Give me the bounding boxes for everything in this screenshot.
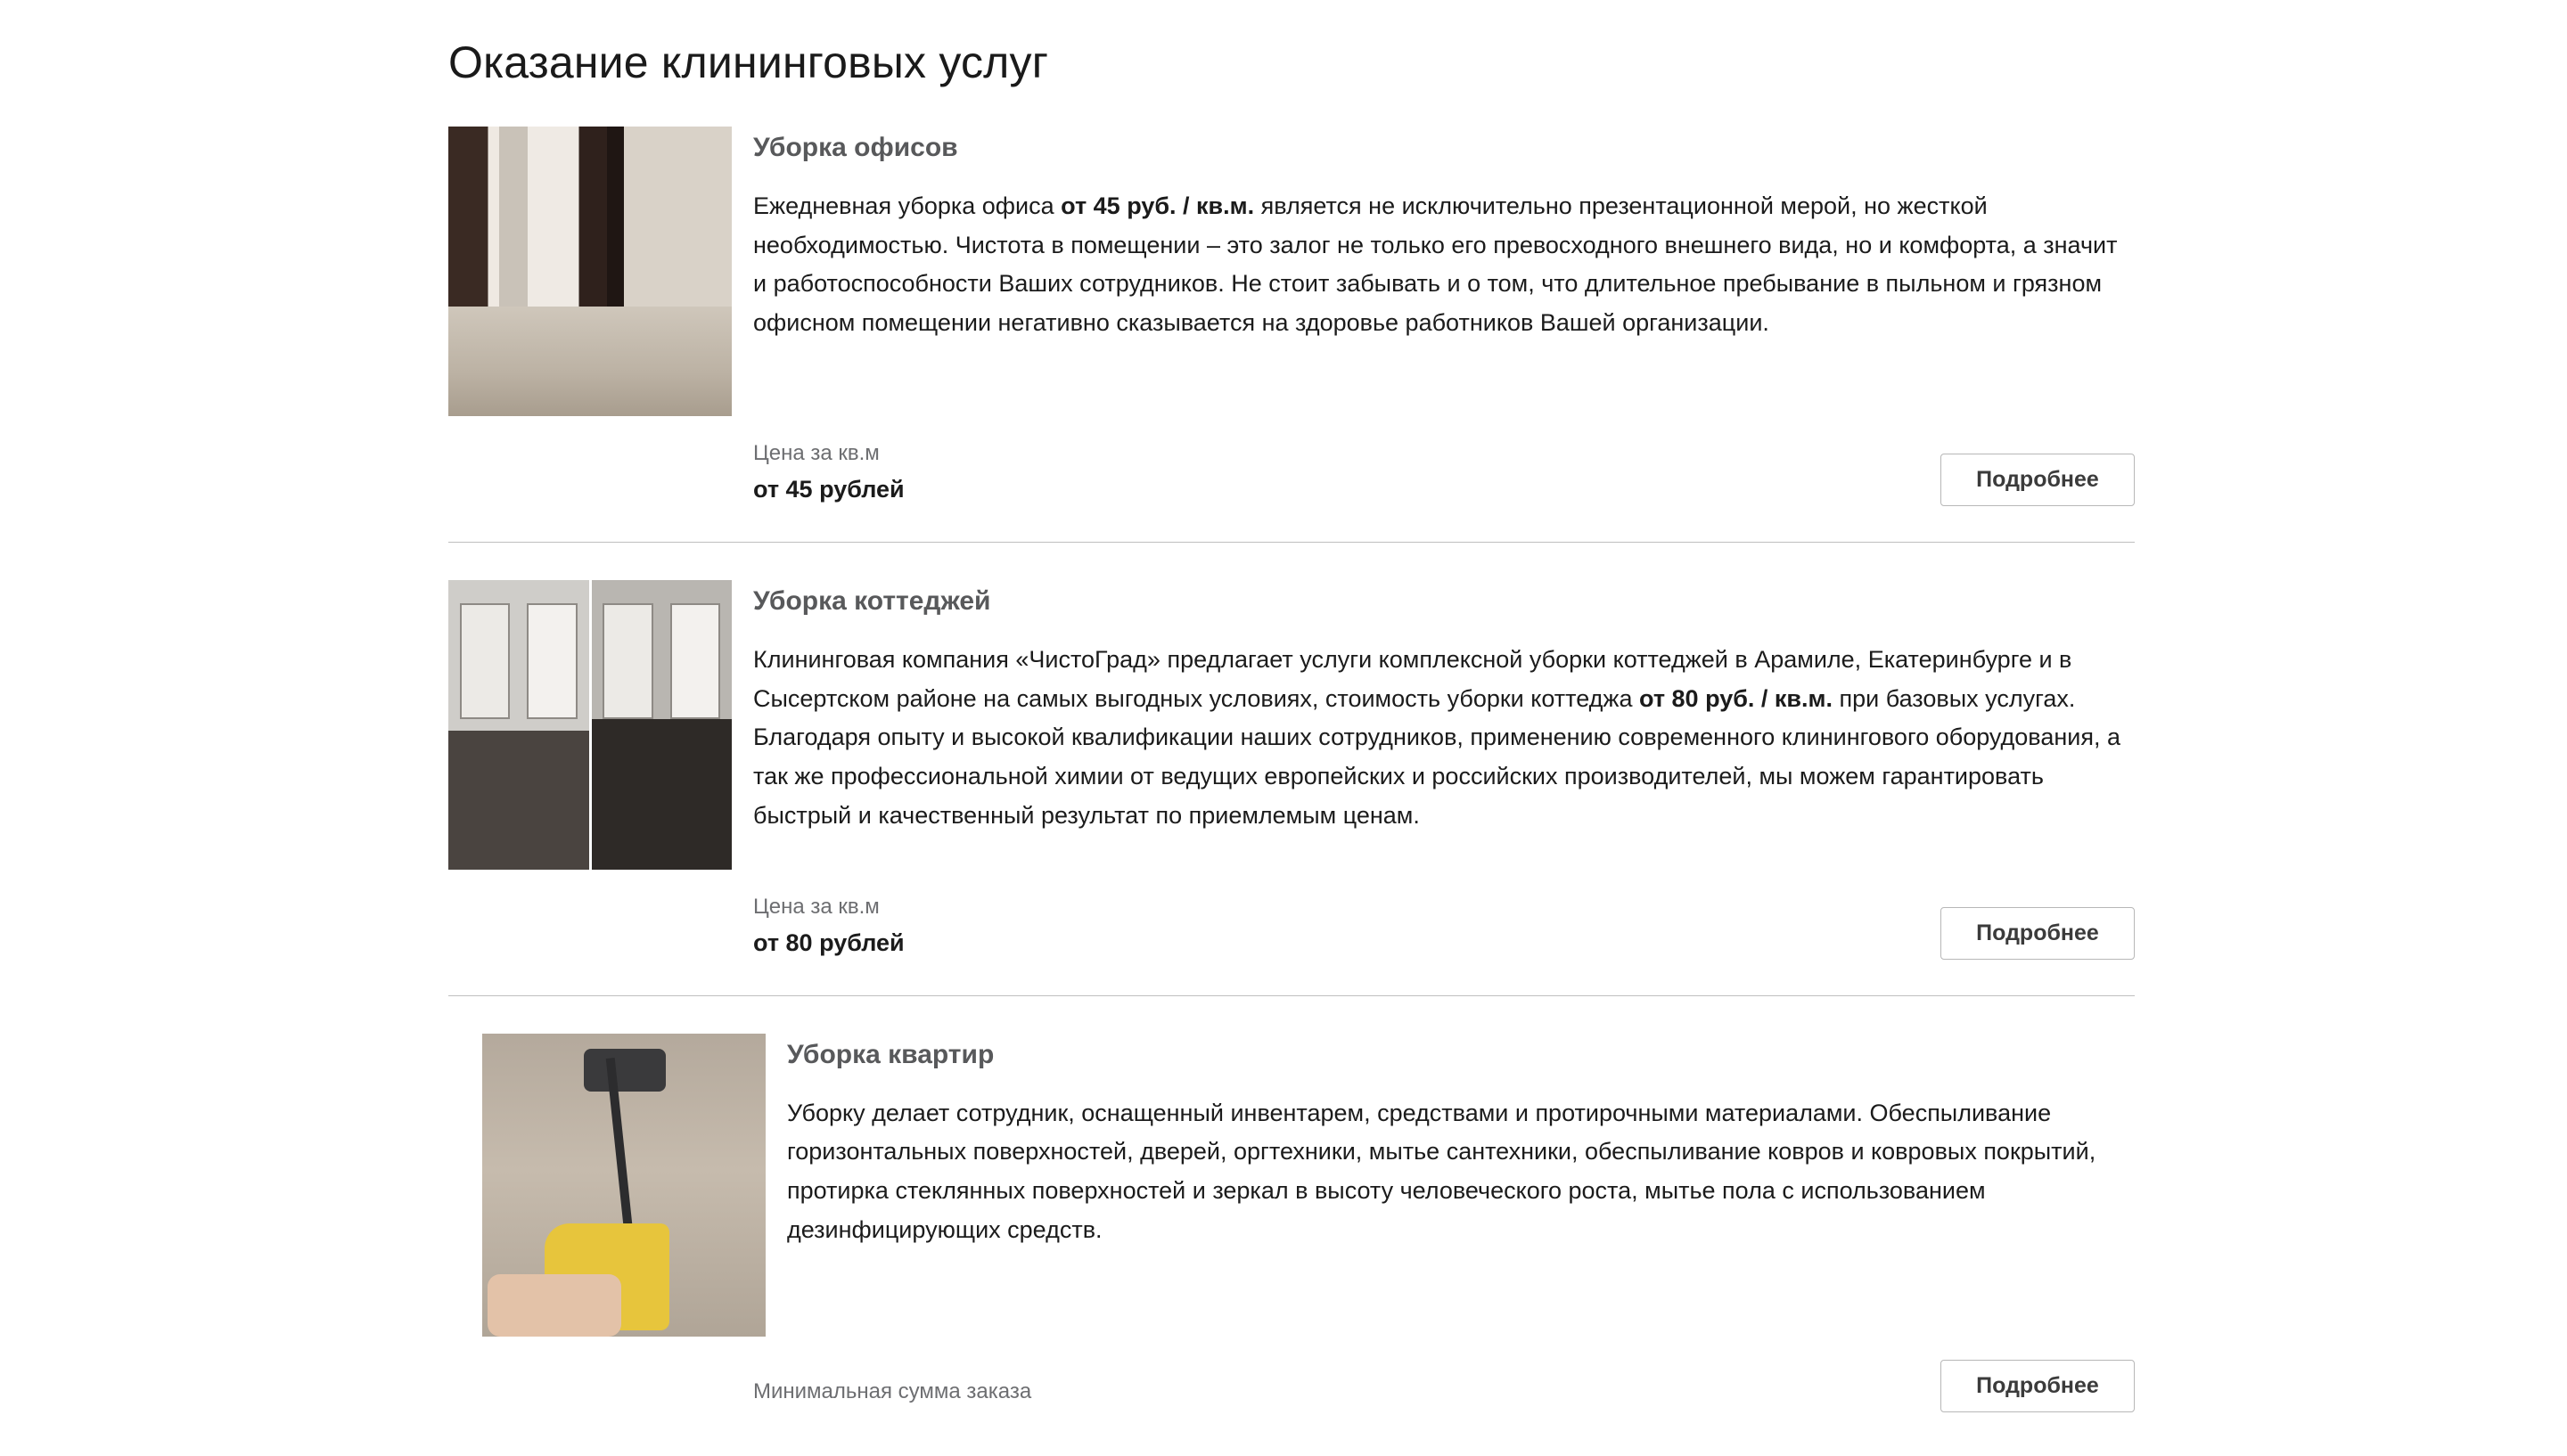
service-card-offices xyxy=(448,127,2135,543)
service-body xyxy=(753,580,2135,836)
service-body xyxy=(753,127,2135,343)
service-title: Уборка коттеджей xyxy=(753,585,991,616)
service-description xyxy=(787,1094,2135,1250)
service-title: Уборка офисов xyxy=(753,133,958,162)
text-run: Клининговая компания «ЧистоГрад» предлагает услуги комплексной уборки коттеджей в Арамиле, Екатеринбурге и в Сысертском районе на самых выгодных условиях, стоимость уборки коттеджа xyxy=(753,645,2072,712)
price-value: от 45 рублей xyxy=(753,476,905,503)
service-footer xyxy=(448,1360,2135,1412)
service-body xyxy=(787,1034,2135,1250)
text-run-bold: от 45 руб. / кв.м. xyxy=(1061,192,1255,219)
price-label: Минимальная сумма заказа xyxy=(753,1379,1032,1404)
content-column xyxy=(448,36,2135,1412)
details-button[interactable]: Подробнее xyxy=(1940,1360,2135,1412)
cottage-interior-photo xyxy=(448,580,732,870)
service-top xyxy=(448,580,2135,870)
service-top xyxy=(448,127,2135,416)
price-label: Цена за кв.м xyxy=(753,441,880,465)
section-divider xyxy=(448,542,2135,543)
service-description xyxy=(753,641,2130,836)
text-run: Ежедневная уборка офиса xyxy=(753,192,1062,219)
text-run: при базовых услугах. Благодаря опыту и высокой квалификации наших сотрудников, применению современного клинингового оборудования, а так же профессиональной химии от ведущих европейских и российских производителей, мы можем гарантировать быстрый и качественный результат по приемлемым ценам. xyxy=(753,684,2120,829)
text-run: является не исключительно презентационной мерой, но жесткой необходимостью. Чистота в помещении – это залог не только его превосходного внешнего вида, но и комфорта, а значит и работоспособности Ваших сотрудников. Не стоит забывать и о том, что длительное пребывание в пыльном и грязном офисном помещении негативно сказывается на здоровье работников Вашей организации. xyxy=(753,192,2118,337)
price-block xyxy=(753,439,905,506)
service-top xyxy=(448,1034,2135,1337)
price-block xyxy=(753,1378,1031,1411)
service-card-apartments xyxy=(448,1034,2135,1412)
details-button[interactable]: Подробнее xyxy=(1940,907,2135,960)
service-title: Уборка квартир xyxy=(787,1039,995,1069)
office-corridor-photo xyxy=(448,127,732,416)
service-footer xyxy=(448,439,2135,506)
service-card-cottages xyxy=(448,580,2135,996)
price-value: от 80 рублей xyxy=(753,929,905,957)
details-button[interactable]: Подробнее xyxy=(1940,454,2135,506)
price-label: Цена за кв.м xyxy=(753,894,880,919)
page-title: Оказание клининговых услуг xyxy=(448,37,1049,87)
apartment-mop-photo xyxy=(482,1034,766,1337)
text-run-bold: от 80 руб. / кв.м. xyxy=(1639,684,1833,712)
text-run: Уборку делает сотрудник, оснащенный инвентарем, средствами и протирочными материалами. Обеспыливание горизонтальных поверхностей, дверей, оргтехники, мытье сантехники, обеспыливание ковров и ковровых покрытий, протирка стеклянных поверхностей и зеркал в высоту человеческого роста, мытье пола с использованием дезинфицирующих средств. xyxy=(787,1099,2096,1243)
service-description xyxy=(753,187,2130,343)
price-block xyxy=(753,893,905,960)
section-divider xyxy=(448,995,2135,996)
page-root xyxy=(0,36,2567,1412)
service-footer xyxy=(448,893,2135,960)
